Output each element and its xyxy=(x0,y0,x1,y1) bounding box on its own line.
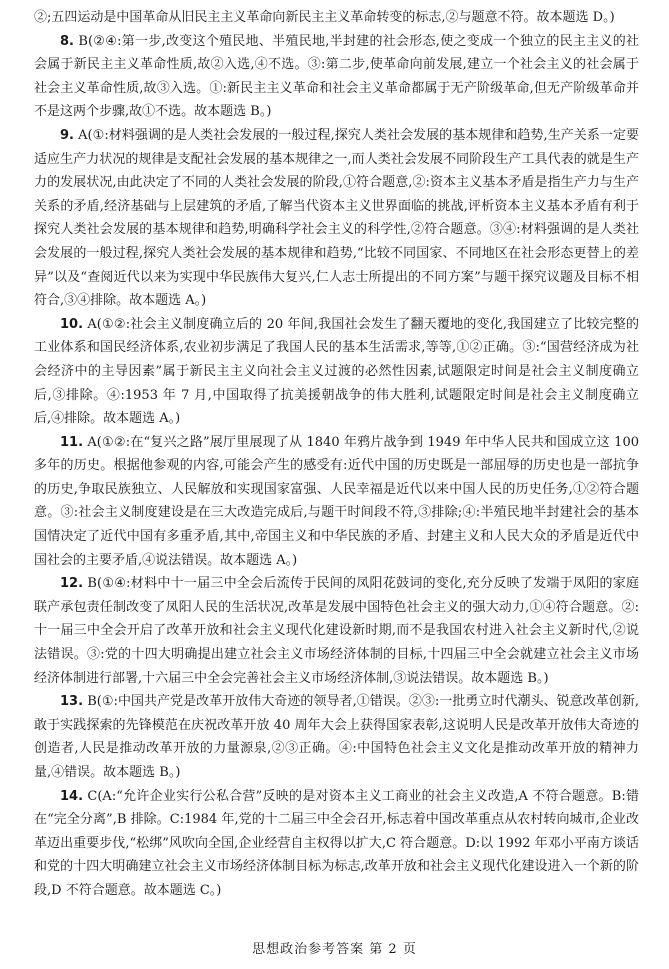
question-number: 10. xyxy=(60,316,84,332)
answer-10 xyxy=(34,313,639,431)
answer-text: B(②④:第一步,改变这个殖民地、半殖民地,半封建的社会形态,使之变成一个独立的民主主义的社会属于新民主主义革命性质,故②入选,④不选。③:第二步,使革命向前发展,建立一个社会主义的社会属于社会主义革命性质,故③入选。①:新民主主义革命和社会主义革命都属于无产阶级革命,但无产阶级革命并不是这两个步骤,故①不选。故本题选 B。) xyxy=(34,33,639,120)
answer-11 xyxy=(34,431,639,573)
question-number: 8. xyxy=(60,33,74,49)
answer-14 xyxy=(34,785,639,903)
answer-7-continued xyxy=(34,6,639,30)
question-number: 9. xyxy=(60,127,74,143)
answer-13 xyxy=(34,690,639,784)
answer-text: A(①:材料强调的是人类社会发展的一般过程,探究人类社会发展的基本规律和趋势,生产关系一定要适应生产力状况的规律是支配社会发展的基本规律之一,而人类社会发展不同阶段生产工具代表的就是生产力的发展状况,由此决定了不同的人类社会发展的阶段,①符合题意,②:资本主义基本矛盾是指生产力与生产关系的矛盾,经济基础与上层建筑的矛盾,了解当代资本主义世界面临的挑战,评析资本主义基本矛盾有利于探究人类社会发展的基本规律和趋势,明确科学社会主义的科学性,②符合题意。③④:材料强调的是人类社会发展的一般过程,探究人类社会发展的基本规律和趋势,“比较不同国家、不同地区在社会形态更替上的差异”以及“查阅近代以来为实现中华民族伟大复兴,仁人志士所提出的不同方案”与题干探究议题及目标不相符合,③④排除。故本题选 A。) xyxy=(34,127,639,309)
question-number: 12. xyxy=(60,576,84,592)
answer-text: A(①②:社会主义制度确立后的 20 年间,我国社会发生了翻天覆地的变化,我国建立了比较完整的工业体系和国民经济体系,农业初步满足了我国人民的基本生活需求,等等,①②正确。③:“国营经济成为社会经济中的主导因素”属于新民主主义向社会主义过渡的必然性因素,试题限定时间是社会主义制度确立后,③排除。④:1953 年 7 月,中国取得了抗美援朝战争的伟大胜利,试题限定时间是社会主义制度确立后,④排除。故本题选 A。) xyxy=(34,316,639,427)
answer-text: ②;五四运动是中国革命从旧民主主义革命向新民主主义革命转变的标志,②与题意不符。故本题选 D。) xyxy=(34,10,615,25)
answer-page xyxy=(34,6,639,903)
question-number: 13. xyxy=(60,694,84,710)
answer-8 xyxy=(34,30,639,124)
answer-text: C(A:“允许企业实行公私合营”反映的是对资本主义工商业的社会主义改造,A 不符合题意。B:错在“完全分离”,B 排除。C:1984 年,党的十二届三中全会召开,标志着中国改革重点从农村转向城市,企业改革迈出重要步伐,“松绑”风吹向全国,企业经营自主权得以扩大,C 符合题意。D:以 1992 年邓小平南方谈话和党的十四大明确建立社会主义市场经济体制目标为标志,改革开放和社会主义现代化建设进入一个新的阶段,D 不符合题意。故本题选 C。) xyxy=(34,788,639,898)
answer-12 xyxy=(34,572,639,690)
question-number: 11. xyxy=(60,434,84,450)
answer-text: B(①④:材料中十一届三中全会后流传于民间的凤阳花鼓词的变化,充分反映了发端于凤阳的家庭联产承包责任制改变了凤阳人民的生活状况,改革是发展中国特色社会主义的强大动力,①④符合题意。②:十一届三中全会开启了改革开放和社会主义现代化建设新时期,而不是我国农村进入社会主义新时代,②说法错误。③:党的十四大明确提出建立社会主义市场经济体制的目标,十四届三中全会就建立社会主义市场经济体制进行部署,十六届三中全会完善社会主义市场经济体制,③说法错误。故本题选 B。) xyxy=(34,576,639,686)
page-footer: 思想政治参考答案 第 2 页 xyxy=(252,942,417,957)
answer-text: A(①②:在“复兴之路”展厅里展现了从 1840 年鸦片战争到 1949 年中华人民共和国成立这 100 多年的历史。根据他参观的内容,可能会产生的感受有:近代中国的历史既是一部屈辱的历史也是一部抗争的历史,争取民族独立、人民解放和实现国家富强、人民幸福是近代以来中国人民的历史任务,①②符合题意。③:社会主义制度建设是在三大改造完成后,与题干时间段不符,③排除;④:半殖民地半封建社会的基本国情决定了近代中国有多重矛盾,其中,帝国主义和中华民族的矛盾、封建主义和人民大众的矛盾是近代中国社会的主要矛盾,④说法错误。故本题选 A。) xyxy=(34,434,639,568)
question-number: 14. xyxy=(60,788,84,804)
answer-text: B(①:中国共产党是改革开放伟大奇迹的领导者,①错误。②③:一批勇立时代潮头、锐意改革创新,敢于实践探索的先锋模范在庆祝改革开放 40 周年大会上获得国家表彰,这说明人民是改革开放伟大奇迹的创造者,人民是推动改革开放的力量源泉,②③正确。④:中国特色社会主义文化是推动改革开放的精神力量,④错误。故本题选 B。) xyxy=(34,694,639,780)
answer-9 xyxy=(34,124,639,313)
